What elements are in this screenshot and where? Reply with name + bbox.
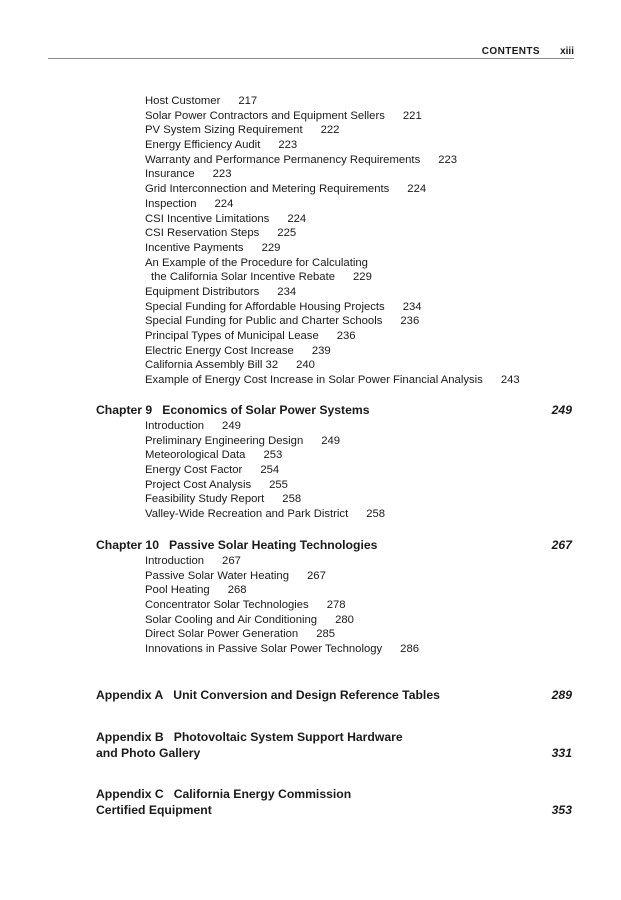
entry-page: 223: [278, 139, 298, 152]
entry-title: Project Cost Analysis: [145, 478, 252, 491]
running-header: [48, 44, 574, 59]
entry-title: Solar Power Contractors and Equipment Sellers: [145, 109, 385, 122]
toc-entry[interactable]: [145, 344, 520, 359]
toc-entry[interactable]: [145, 358, 520, 373]
toc-entry[interactable]: [145, 642, 419, 657]
toc-entry[interactable]: [145, 109, 520, 124]
toc-entry[interactable]: [145, 448, 385, 463]
entry-title: Energy Efficiency Audit: [145, 139, 261, 152]
toc-entry[interactable]: [145, 212, 520, 227]
chapter-page: 267: [551, 538, 572, 552]
entry-page: 268: [227, 584, 247, 597]
entry-page: 285: [316, 628, 336, 641]
toc-entry[interactable]: [145, 613, 419, 628]
chapter-9-heading[interactable]: [96, 402, 572, 418]
entry-title: Introduction: [145, 555, 205, 567]
entry-page: 223: [212, 168, 232, 181]
entry-page: 229: [261, 241, 281, 254]
entry-page: 236: [400, 315, 420, 328]
appendix-label: Appendix C: [96, 787, 164, 801]
appendix-title-line2: Certified Equipment: [96, 803, 212, 817]
appendix-c-heading[interactable]: [96, 786, 572, 818]
entry-page: 229: [353, 271, 372, 284]
entry-page: 286: [400, 643, 420, 656]
entry-page: 240: [296, 359, 315, 372]
entry-title: PV System Sizing Requirement: [145, 124, 303, 137]
toc-entry[interactable]: [145, 583, 419, 598]
toc-entry[interactable]: [145, 373, 520, 388]
entry-page: 243: [500, 374, 520, 387]
entry-title: Example of Energy Cost Increase in Solar Power Financial Analysis: [145, 374, 483, 387]
appendix-page: 289: [551, 688, 572, 702]
entry-title: the California Solar Incentive Rebate: [151, 271, 335, 284]
toc-entry[interactable]: [145, 434, 385, 449]
chapter-10-entry-list: [145, 554, 419, 657]
entry-title: Host Customer: [145, 95, 221, 107]
entry-page: 225: [277, 227, 297, 240]
toc-entry[interactable]: [145, 123, 520, 138]
toc-entry[interactable]: [145, 492, 385, 507]
entry-title: Passive Solar Water Heating: [145, 569, 289, 582]
appendix-page: 353: [551, 803, 572, 817]
entry-page: 253: [263, 449, 283, 462]
entry-page: 258: [366, 508, 386, 521]
entry-title: Incentive Payments: [145, 241, 244, 254]
entry-title: Insurance: [145, 168, 195, 181]
appendix-label: Appendix B: [96, 730, 164, 744]
entry-page: 267: [307, 569, 326, 582]
toc-entry[interactable]: [145, 226, 520, 241]
appendix-b-heading[interactable]: [96, 729, 572, 761]
toc-entry[interactable]: [145, 256, 520, 271]
entry-title: Energy Cost Factor: [145, 464, 243, 477]
toc-entry[interactable]: [145, 329, 520, 344]
toc-entry[interactable]: [145, 153, 520, 168]
entry-page: 236: [336, 330, 356, 342]
entry-title: Equipment Distributors: [145, 285, 260, 298]
header-section-title: CONTENTS: [481, 46, 540, 57]
entry-title: Concentrator Solar Technologies: [145, 599, 309, 612]
chapter-label: Chapter 9: [96, 403, 153, 417]
toc-entry[interactable]: [145, 314, 520, 329]
entry-title: An Example of the Procedure for Calculating: [145, 256, 368, 269]
toc-entry[interactable]: [145, 478, 385, 493]
entry-page: 234: [277, 285, 297, 298]
entry-page: 255: [269, 478, 288, 491]
entry-page: 224: [214, 197, 234, 210]
entry-title: California Assembly Bill 32: [145, 359, 279, 372]
toc-entry[interactable]: [145, 554, 419, 569]
entry-page: 267: [222, 555, 241, 567]
chapter-9-entry-list: [145, 419, 385, 522]
appendix-label: Appendix A: [96, 688, 164, 702]
entry-title: Special Funding for Affordable Housing Projects: [145, 300, 385, 313]
toc-entry[interactable]: [145, 138, 520, 153]
toc-entry[interactable]: [145, 270, 520, 285]
toc-entry[interactable]: [145, 167, 520, 182]
entry-title: Meteorological Data: [145, 449, 246, 462]
toc-entry[interactable]: [145, 569, 419, 584]
chapter-page: 249: [551, 403, 572, 417]
appendix-title-line2: and Photo Gallery: [96, 746, 201, 760]
chapter-title: Economics of Solar Power Systems: [162, 403, 370, 417]
entry-page: 224: [407, 183, 427, 196]
entry-title: Warranty and Performance Permanency Requirements: [145, 153, 421, 166]
toc-entry[interactable]: [145, 182, 520, 197]
appendix-title: Unit Conversion and Design Reference Tables: [173, 688, 440, 702]
entry-page: 278: [326, 599, 346, 612]
entry-title: Inspection: [145, 197, 197, 210]
entry-title: Principal Types of Municipal Lease: [145, 330, 319, 342]
appendix-title-line1: California Energy Commission: [173, 787, 352, 801]
toc-entry[interactable]: [145, 197, 520, 212]
entry-page: 254: [260, 464, 280, 477]
appendix-a-heading[interactable]: [96, 687, 572, 703]
appendix-page: 331: [551, 746, 572, 760]
entry-title: Preliminary Engineering Design: [145, 434, 304, 447]
chapter-label: Chapter 10: [96, 538, 159, 552]
entry-title: Pool Heating: [145, 584, 210, 597]
chapter-10-heading[interactable]: [96, 537, 572, 553]
entry-title: Special Funding for Public and Charter Schools: [145, 315, 383, 328]
entry-page: 280: [335, 613, 354, 626]
entry-title: Introduction: [145, 420, 205, 432]
entry-page: 239: [311, 344, 331, 357]
entry-title: CSI Reservation Steps: [145, 227, 260, 240]
entry-page: 222: [320, 124, 340, 137]
toc-entry[interactable]: [145, 285, 520, 300]
toc-entry[interactable]: [145, 94, 520, 109]
entry-page: 217: [238, 95, 258, 107]
chapter-title: Passive Solar Heating Technologies: [169, 538, 378, 552]
entry-title: Innovations in Passive Solar Power Technology: [145, 643, 383, 656]
toc-entry[interactable]: [145, 507, 385, 522]
entry-page: 258: [282, 493, 302, 506]
toc-entry[interactable]: [145, 241, 520, 256]
entry-title: Solar Cooling and Air Conditioning: [145, 613, 318, 626]
toc-entry[interactable]: [145, 598, 419, 613]
continued-entry-list: [145, 94, 520, 388]
toc-entry[interactable]: [145, 419, 385, 434]
entry-page: 249: [222, 420, 241, 432]
entry-title: Electric Energy Cost Increase: [145, 344, 294, 357]
entry-title: Direct Solar Power Generation: [145, 628, 299, 641]
entry-title: Feasibility Study Report: [145, 493, 265, 506]
toc-entry[interactable]: [145, 300, 520, 315]
entry-page: 221: [402, 109, 422, 122]
entry-page: 224: [287, 212, 307, 225]
entry-page: 234: [402, 300, 422, 313]
appendix-title-line1: Photovoltaic System Support Hardware: [173, 730, 403, 744]
toc-entry[interactable]: [145, 463, 385, 478]
entry-page: 249: [321, 434, 341, 447]
toc-entry[interactable]: [145, 627, 419, 642]
entry-title: Grid Interconnection and Metering Requirements: [145, 183, 390, 196]
entry-title: CSI Incentive Limitations: [145, 212, 270, 225]
entry-title: Valley-Wide Recreation and Park District: [145, 508, 349, 521]
entry-page: 223: [438, 153, 458, 166]
header-page-number: xiii: [560, 46, 574, 57]
